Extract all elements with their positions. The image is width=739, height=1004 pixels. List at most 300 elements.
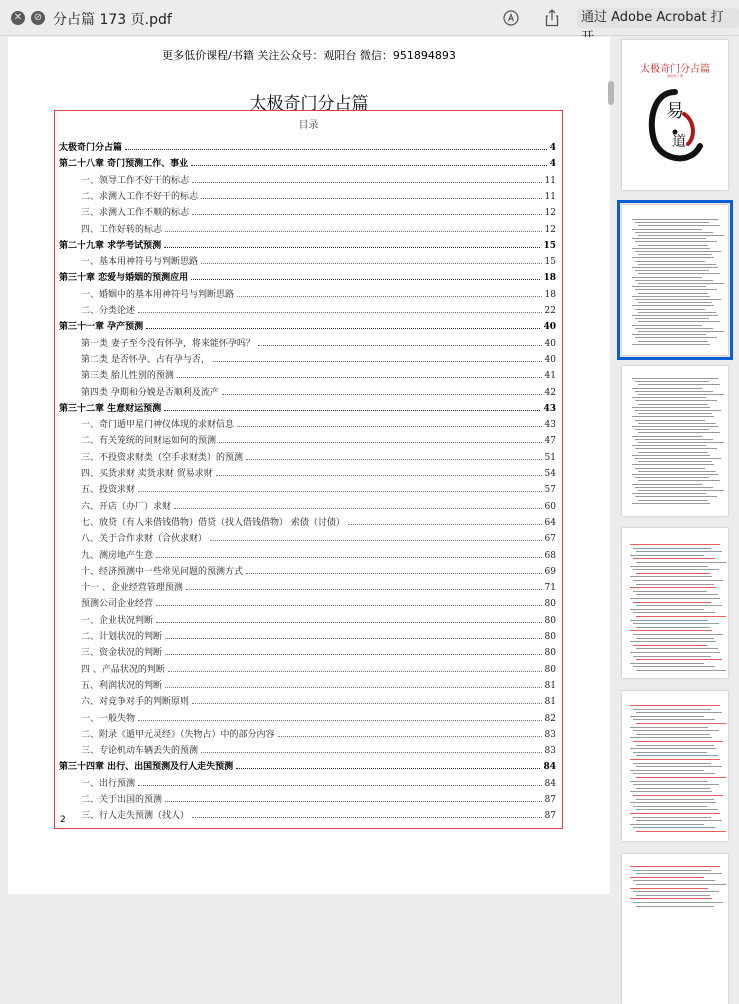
thumbnail-text-line [632,503,710,504]
thumbnail-text-line [632,455,710,456]
toc-entry-page: 43 [544,420,556,431]
thumbnail-text-line [632,286,706,287]
thumbnail-text-line [632,267,718,268]
toc-leader-dots [237,296,542,297]
thumbnail-text-line [630,641,716,642]
toc-entry[interactable] [81,642,556,658]
thumbnail-text-line [633,806,707,807]
toc-entry-page: 18 [544,289,556,300]
thumbnail-text-line [632,426,718,427]
document-title: 太极奇门分占篇 [249,94,369,114]
thumbnail-text-line [630,630,712,631]
toc-entry[interactable] [81,463,556,479]
toc-leader-dots [258,345,542,346]
toc-leader-dots [165,231,542,232]
toc-entry[interactable] [81,561,556,577]
thumbnail-text-line [633,795,723,796]
thumbnail-text-line [630,576,712,577]
toc-entry[interactable] [81,202,556,218]
toc-leader-dots [125,149,547,150]
toc-entry[interactable] [59,756,556,772]
thumbnail-text-line [632,416,714,417]
thumbnail-text-line [635,337,717,338]
toc-entry[interactable] [81,773,556,789]
toc-entry[interactable] [81,691,556,707]
thumbnail-text-line [633,558,715,559]
thumbnail-sidebar [614,37,739,901]
thumbnail-text-line [632,397,706,398]
thumbnail-text-line [635,270,709,271]
toc-entry[interactable] [81,740,556,756]
thumbnail-text-line [632,305,714,306]
toc-entry-page: 4 [549,143,556,153]
thumbnail-text-line [636,594,718,595]
toc-leader-dots [165,638,542,639]
thumbnail-cover-title: 太极奇门分占篇 [640,64,710,75]
toc-entry-page: 40 [543,322,556,333]
thumbnail-page-6[interactable] [622,854,728,1004]
thumbnail-text-line [635,381,709,382]
thumbnail-text-line [630,759,720,760]
toc-entry-page: 15 [543,240,556,251]
thumbnail-text-line [635,400,717,401]
toc-leader-dots [222,394,542,395]
thumbnail-page-4[interactable] [622,528,728,678]
toc-entry[interactable] [81,805,556,821]
thumbnail-text-line [636,670,726,671]
toc-entry-label: 四、买货求财 卖货求财 贸易求财 [81,469,213,479]
thumbnail-text-line [630,813,720,814]
thumbnail-text-line [630,663,704,664]
toc-entry[interactable] [81,593,556,609]
toc-entry[interactable] [59,137,556,153]
toc-entry-label: 六、对竞争对手的判断原则 [81,697,190,708]
toc-heading: 目录 [298,120,319,131]
thumbnail-text-line [632,238,706,239]
toc-leader-dots [201,752,542,753]
toc-entry[interactable] [81,528,556,544]
thumbnail-text-line [632,229,702,230]
thumbnail-text-line [635,410,721,411]
toc-entry-label: 十、经济预测中一些常见问题的预测方式 [81,566,244,577]
toc-entry[interactable] [81,382,556,398]
toc-entry-label: 一、一般失物 [81,713,136,724]
thumbnail-text-line [633,827,715,828]
toc-entry[interactable] [81,447,556,463]
toc-entry[interactable] [81,626,556,642]
thumbnail-text-line [632,277,702,278]
thumbnail-text-line [630,716,704,717]
thumbnail-text-line [636,788,710,789]
toc-entry[interactable] [81,545,556,561]
toc-entry-label: 九、测房地产生意 [81,550,154,561]
thumbnail-text-line [636,906,714,907]
thumbnail-text-line [636,799,714,800]
toc-entry[interactable] [81,659,556,675]
toc-entry-label: 一、企业状况判断 [81,615,154,626]
toc-entry-page: 82 [544,713,556,724]
toc-entry[interactable] [59,398,556,414]
thumbnail-text-line [630,566,708,567]
thumbnail-text-line [636,584,714,585]
thumbnail-text-line [635,309,705,310]
thumbnail-page-5[interactable] [622,691,728,841]
page-number: 2 [60,815,66,825]
toc-leader-dots [168,671,542,672]
toc-entry-page: 84 [544,778,556,789]
toc-entry[interactable] [81,170,556,186]
toc-entry-page: 71 [544,583,556,594]
toc-entry-label: 第二类 是否怀孕、占有孕与否， [81,354,210,365]
toc-leader-dots [191,165,547,166]
toc-entry-label: 第三类 胎儿性别的预测 [81,371,174,382]
thumbnail-text-line [638,384,720,385]
toc-leader-dots [216,475,542,476]
toc-entry-page: 60 [544,501,556,512]
thumbnail-text-line [636,809,718,810]
toc-entry-page: 22 [544,306,556,316]
toc-entry-label: 第三十章 恋爱与婚姻的预测应用 [59,273,189,284]
toc-leader-dots [192,214,542,215]
thumbnail-text-line [632,407,710,408]
thumbnail-text-line [632,445,706,446]
thumbnail-text-line [638,480,720,481]
toc-entry-page: 87 [544,811,556,822]
thumbnail-text-line [638,283,724,284]
toc-leader-dots [146,328,540,329]
thumbnail-text-line [632,474,718,475]
thumbnail-text-line [633,656,711,657]
thumbnail-text-line [636,562,726,563]
toc-entry-label: 二、求测人工作不好干的标志 [81,191,199,202]
toc-leader-dots [278,736,542,737]
thumbnail-text-line [630,802,716,803]
thumbnail-text-line [636,745,714,746]
thumbnail-text-line [630,620,708,621]
toc-entry-page: 51 [544,452,556,463]
toc-entry-label: 三、行人走失预测（找人） [81,811,190,822]
thumbnail-text-line [635,289,717,290]
toc-entry-label: 二、附录《遁甲元灵经》（失物占）中的部分内容 [81,729,275,740]
thumbnail-text-line [633,623,719,624]
thumbnail-text-line [630,587,716,588]
toc-leader-dots [186,589,542,590]
thumbnail-text-line [636,712,722,713]
document-page-view[interactable] [8,37,610,894]
thumbnail-text-line [632,484,702,485]
toc-entry[interactable] [59,267,556,283]
thumbnail-text-line [638,432,720,433]
toc-leader-dots [191,279,540,280]
thumbnail-text-line [632,219,718,220]
thumbnail-text-line [633,548,711,549]
svg-text:道: 道 [672,134,686,150]
toc-entry[interactable] [81,219,556,235]
thumbnail-text-line [635,448,717,449]
thumbnail-text-line [636,831,726,832]
thumbnail-text-line [638,394,724,395]
thumbnail-text-line [633,612,715,613]
window-titlebar [0,0,739,36]
toc-leader-dots [138,312,542,313]
thumbnail-text-line [638,442,724,443]
toc-entry[interactable] [81,284,556,300]
toc-leader-dots [192,817,542,818]
toc-entry[interactable] [81,610,556,626]
thumbnail-text-line [636,616,726,617]
thumbnail-text-line [630,652,720,653]
thumbnail-text-line [633,569,719,570]
toc-entry-page: 15 [544,257,556,268]
toc-entry-page: 18 [543,273,556,284]
thumbnail-text-line [636,648,718,649]
toc-entry-page: 47 [544,436,556,447]
toc-entry-page: 54 [544,469,556,479]
thumbnail-text-line [636,723,726,724]
open-in-acrobat-button[interactable]: 通过 Adobe Acrobat 打 [577,8,739,28]
toc-entry-page: 69 [544,566,556,577]
toc-entry-label: 一、基本用神符号与判断思路 [81,257,199,268]
thumbnail-text-line [636,734,710,735]
thumbnail-text-line [632,493,706,494]
thumbnail-text-line [636,605,722,606]
toc-entry-page: 80 [544,648,556,659]
thumbnail-text-line [636,638,714,639]
toc-leader-dots [165,687,542,688]
thumbnail-page-3[interactable] [622,366,728,516]
thumbnail-text-line [630,748,716,749]
share-icon[interactable] [544,9,560,27]
thumbnail-text-line [638,452,708,453]
toc-entry-label: 一、婚姻中的基本用神符号与判断思路 [81,289,235,300]
toc-leader-dots [192,703,542,704]
toc-entry-label: 六、开店（办厂）求财 [81,501,172,512]
thumbnail-text-line [638,413,712,414]
thumbnail-cover-subtitle: 觉知居士 著 [667,74,683,78]
thumbnail-text-line [633,580,723,581]
toc-entry[interactable] [81,496,556,512]
thumbnail-text-line [635,420,705,421]
thumbnail-text-line [638,302,712,303]
thumbnail-text-line [638,264,716,265]
toc-entry-page: 81 [544,680,556,691]
toc-entry-label: 第四类 孕期和分娩是否顺利及流产 [81,387,219,398]
toc-entry-label: 一、出行预测 [81,778,136,789]
toc-entry[interactable] [81,789,556,805]
toc-entry-page: 80 [544,599,556,610]
toc-entry[interactable] [81,186,556,202]
toc-entry-label: 第二十八章 奇门预测工作、事业 [59,159,189,170]
thumbnail-page-2[interactable] [622,205,728,355]
toc-entry[interactable] [81,365,556,381]
thumbnail-text-line [635,251,721,252]
thumbnail-text-line [638,500,708,501]
toc-entry[interactable] [81,300,556,316]
minimize-icon[interactable]: ⊘ [31,11,45,25]
thumbnail-text-line [630,866,720,867]
toc-leader-dots [210,540,542,541]
thumbnail-text-line [636,573,710,574]
cover-logo [640,80,710,170]
thumbnail-text-line [630,544,720,545]
thumbnail-text-line [633,763,711,764]
thumbnail-text-line [636,884,726,885]
thumbnail-text-line [638,471,716,472]
thumbnail-text-line [632,344,710,345]
toc-leader-dots [237,426,542,427]
thumbnail-text-line [632,388,702,389]
thumbnail-text-line [638,225,720,226]
thumbnail-text-line [635,299,721,300]
markup-pen-icon[interactable] [503,10,519,26]
toc-entry-page: 11 [544,191,556,202]
toc-entry[interactable] [81,675,556,691]
toc-entry-page: 57 [544,485,556,496]
thumbnail-text-line [633,645,707,646]
thumbnail-text-line [635,487,713,488]
thumbnail-text-line [632,315,718,316]
toc-entry-page: 67 [544,534,556,545]
toc-entry-page: 12 [544,208,556,219]
thumbnail-text-line [633,666,715,667]
thumbnail-text-line [636,873,722,874]
thumbnail-text-line [630,781,708,782]
thumbnail-text-line [638,461,712,462]
thumbnail-text-line [632,248,710,249]
toc-entry-page: 80 [544,615,556,626]
toc-leader-dots [164,247,540,248]
toc-leader-dots [165,654,542,655]
toc-entry[interactable] [81,708,556,724]
toc-entry[interactable] [81,349,556,365]
thumbnail-text-line [638,341,708,342]
thumbnail-text-line [638,312,716,313]
toc-entry[interactable] [81,251,556,267]
toc-entry-page: 83 [544,729,556,740]
toc-entry[interactable] [81,430,556,446]
thumbnail-text-line [632,257,714,258]
toc-entry-label: 第一类 妻子至今没有怀孕，将来能怀孕吗？ [81,338,255,349]
toc-entry-label: 一、领导工作不好干的标志 [81,175,190,186]
toc-entry-label: 预测公司企业经营 [81,599,154,610]
toc-entry[interactable] [81,724,556,740]
toc-entry-label: 二、关于出国的预测 [81,795,163,805]
toc-entry[interactable] [81,333,556,349]
thumbnail-text-line [630,609,704,610]
thumbnail-text-line [632,325,702,326]
toc-entry-label: 三、不投资求财类（空手求财类）的预测 [81,452,244,463]
toc-entry-page: 11 [544,175,556,186]
toc-entry[interactable] [81,479,556,495]
thumbnail-text-line [630,888,708,889]
toc-entry-page: 81 [544,697,556,708]
thumbnail-text-line [633,752,707,753]
close-icon[interactable]: ✕ [11,11,25,25]
thumbnail-text-line [636,820,722,821]
thumbnail-text-line [635,391,713,392]
thumbnail-text-line [633,817,711,818]
toc-entry-label: 二、计划状况的判断 [81,632,163,642]
toc-leader-dots [246,459,542,460]
thumbnail-text-line [638,273,720,274]
thumbnail-text-line [638,245,708,246]
toc-entry[interactable] [59,235,556,251]
toc-entry-page: 42 [544,387,556,398]
thumbnail-text-line [635,477,709,478]
thumbnail-text-line [635,232,713,233]
toc-leader-dots [348,524,542,525]
toc-entry-label: 四、工作好转的标志 [81,224,163,235]
toc-entry[interactable] [81,414,556,430]
toc-entry-label: 二、分类论述 [81,306,136,316]
page-header: 更多低价课程/书籍 关注公众号：观阳台 微信：951894893 [162,49,456,62]
toc-entry-page: 40 [544,354,556,365]
toc-entry[interactable] [59,153,556,169]
toc-entry[interactable] [81,512,556,528]
thumbnail-text-line [630,555,704,556]
thumbnail-text-line [636,895,710,896]
thumbnail-text-line [632,378,718,379]
thumbnail-text-line [638,321,720,322]
toc-leader-dots [192,182,542,183]
thumbnail-text-line [630,705,720,706]
toc-leader-dots [174,508,542,509]
thumbnail-text-line [630,727,708,728]
thumbnail-page-1[interactable] [622,40,728,190]
toc-leader-dots [201,263,542,264]
toc-entry-page: 4 [549,159,556,170]
thumbnail-text-line [636,627,710,628]
thumbnail-text-line [630,824,704,825]
toc-leader-dots [246,573,542,574]
thumbnail-text-line [636,777,726,778]
toc-entry-page: 84 [543,762,556,773]
toc-entry-label: 三、专论机动车辆丢失的预测 [81,746,199,757]
toc-entry-page: 87 [544,795,556,805]
thumbnail-text-line [630,770,704,771]
thumbnail-text-line [633,591,707,592]
thumbnail-text-line [632,464,714,465]
table-of-contents [54,110,563,829]
thumbnail-text-line [635,439,713,440]
thumbnail-text-line [630,898,712,899]
window-title: 分占篇 173 页.pdf [53,12,172,28]
toc-entry[interactable] [81,577,556,593]
thumbnail-text-line [636,551,722,552]
thumbnail-text-line [635,496,717,497]
toc-leader-dots [156,557,542,558]
toc-entry-page: 64 [544,517,556,528]
thumbnail-text-line [633,709,711,710]
toc-entry-label: 八、关于合作求财（合伙求财） [81,534,208,545]
thumbnail-text-line [638,404,708,405]
thumbnail-text-line [636,659,722,660]
thumbnail-text-line [636,766,722,767]
toc-leader-dots [213,361,542,362]
toc-entry-label: 五、利润状况的判断 [81,680,163,691]
toc-entry-label: 七、放贷（有人来借钱借物）借贷（找人借钱借物） 索债（讨债） [81,517,345,528]
toc-entry-label: 第三十四章 出行、出国预测及行人走失预测 [59,762,234,773]
thumbnail-text-line [633,634,723,635]
thumbnail-text-line [638,235,724,236]
toc-entry-page: 83 [544,746,556,757]
toc-entry[interactable] [59,316,556,332]
toc-entry-page: 80 [544,632,556,642]
thumbnail-text-line [630,737,712,738]
thumbnail-text-line [638,490,724,491]
thumbnail-text-line [635,280,713,281]
thumbnail-text-line [630,598,720,599]
